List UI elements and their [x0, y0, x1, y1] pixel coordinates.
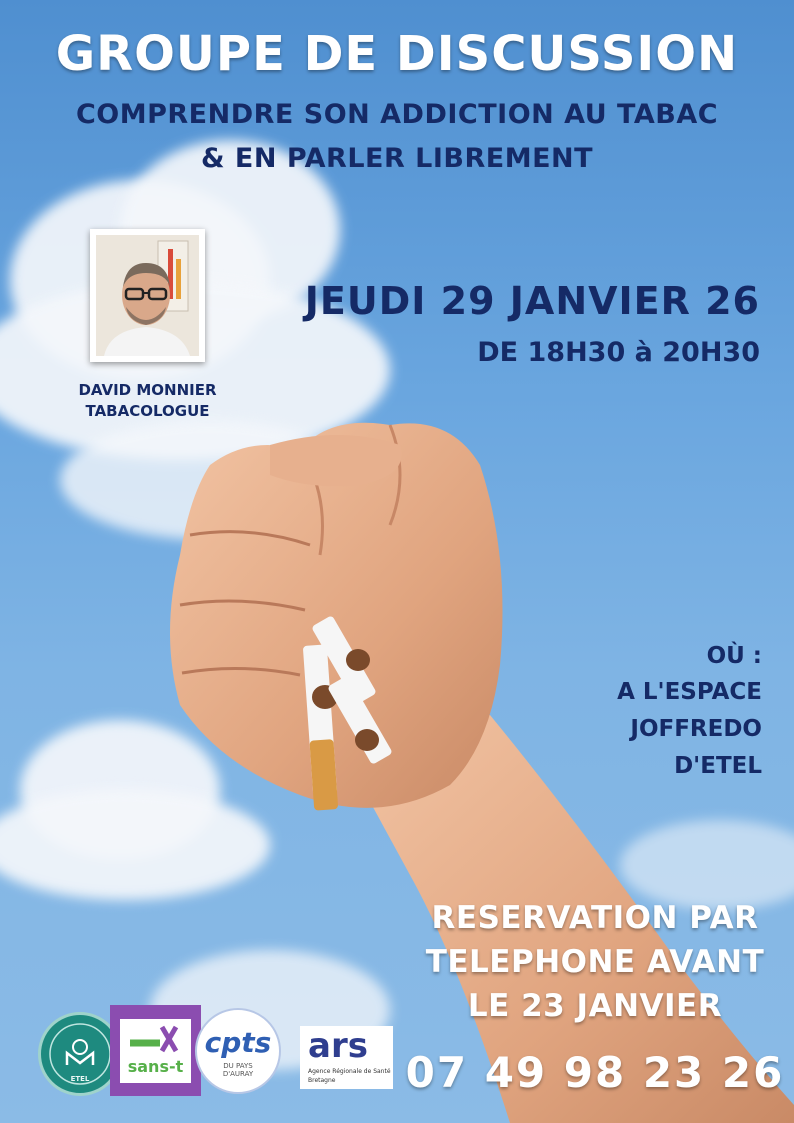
location-line-3: D'ETEL — [674, 753, 762, 779]
subtitle-line-2: & EN PARLER LIBREMENT — [200, 143, 594, 174]
page-title: GROUPE DE DISCUSSION — [55, 26, 739, 82]
location-label: OÙ : — [706, 643, 762, 669]
location-line-2: JOFFREDO — [630, 716, 762, 742]
event-time: DE 18H30 à 20H30 — [477, 337, 760, 368]
reservation-line-2: TELEPHONE AVANT — [425, 944, 765, 980]
ars-logo-region: Bretagne — [308, 1077, 336, 1084]
sans-t-logo — [110, 1005, 201, 1096]
speaker-name: DAVID MONNIER — [78, 381, 217, 399]
sans-t-logo-text: sans-t — [127, 1057, 184, 1076]
location-line-1: A L'ESPACE — [617, 679, 762, 705]
cpts-logo — [195, 1008, 281, 1094]
msp-logo-caption: ETEL — [70, 1075, 90, 1083]
phone-number: 07 49 98 23 26 — [405, 1048, 785, 1097]
speaker-role: TABACOLOGUE — [85, 402, 210, 420]
subtitle-line-1: COMPRENDRE SON ADDICTION AU TABAC — [75, 99, 719, 130]
speaker-photo — [90, 229, 205, 362]
ars-logo-text: ars — [308, 1026, 368, 1066]
ars-logo-caption: Agence Régionale de Santé — [308, 1068, 391, 1075]
cpts-logo-text: cpts — [204, 1026, 272, 1059]
ars-logo — [300, 1026, 393, 1089]
reservation-line-3: LE 23 JANVIER — [467, 988, 723, 1024]
event-date: JEUDI 29 JANVIER 26 — [304, 279, 760, 323]
cpts-logo-caption: DU PAYS D'AURAY — [222, 1062, 254, 1078]
reservation-line-1: RESERVATION PAR — [431, 900, 759, 936]
